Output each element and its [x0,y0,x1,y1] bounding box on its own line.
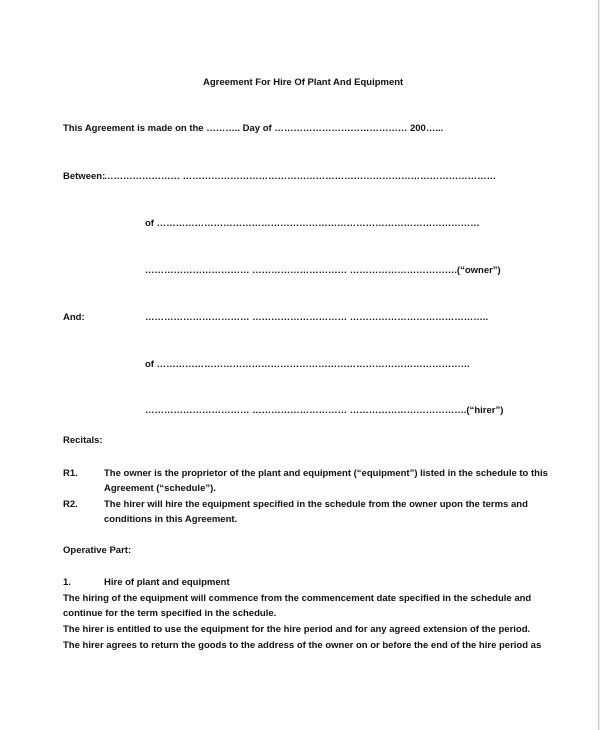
between-label: Between: [63,171,106,182]
recital-number: R1. [63,468,78,479]
clause-number: 1. [63,577,71,588]
agreement-date-line: This Agreement is made on the ……….. Day of …………………………………… 200…... [63,123,444,134]
recitals-heading: Recitals: [63,435,103,446]
recital-text: Agreement (“schedule”). [104,483,216,494]
document-title: Agreement For Hire Of Plant And Equipment [203,77,404,88]
clause-text: continue for the term specified in the schedule. [63,608,277,619]
recital-number: R2. [63,499,78,510]
clause-text: The hirer agrees to return the goods to the address of the owner on or before the end of the hire period as [63,640,542,651]
and-blank: …………………………… ………………………… …………………………………….. [145,312,489,323]
owner-name-line: …………………………… ………………………… …………………………….(“owner”) [145,265,501,276]
clause-text: The hirer is entitled to use the equipment for the hire period and for any agreed extension of the period. [63,624,531,635]
recital-text: The owner is the proprietor of the plant and equipment (“equipment”) listed in the schedule to this [104,468,548,479]
recital-text: The hirer will hire the equipment specified in the schedule from the owner upon the terms and [104,499,528,510]
recital-text: conditions in this Agreement. [104,514,238,525]
owner-address-line: of ………………………………………………………………………………………… [145,218,480,229]
operative-heading: Operative Part: [63,545,132,556]
hirer-address-line: of ……………………………………………………………………………………… [145,359,471,370]
hirer-name-line: …………………………… ………………………… ……………………………….(“hirer”) [145,405,504,416]
clause-title: Hire of plant and equipment [104,577,230,588]
and-label: And: [63,312,85,323]
clause-text: The hiring of the equipment will commence from the commencement date specified in the schedule and [63,593,532,604]
between-blank: …………………… ……………………………………………………………………………………… [104,171,497,182]
